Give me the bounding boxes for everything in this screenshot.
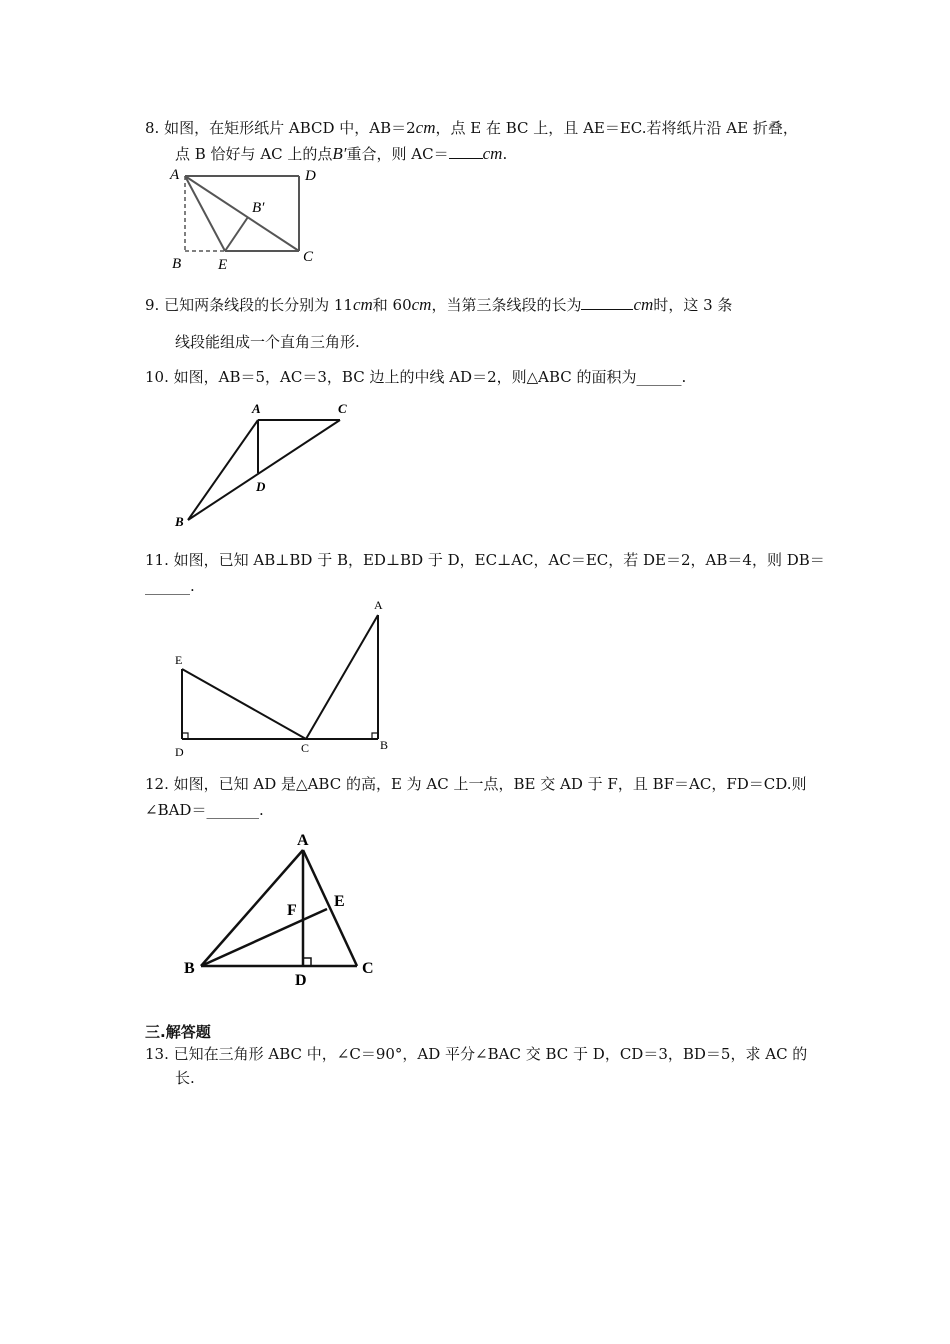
q10-number: 10. (145, 368, 169, 386)
q12-label-b: B (184, 960, 195, 977)
q11-label-e: E (175, 653, 183, 667)
q8-text-b: ，点 E 在 BC 上，且 AE＝EC.若将纸片沿 AE 折叠， (435, 119, 798, 137)
q9-line-1 (145, 294, 732, 315)
q8-label-b: B (172, 256, 182, 272)
q8-fold-ae (185, 176, 225, 251)
q11-text-b: ______. (145, 577, 195, 595)
q9-unit-3: cm (633, 295, 654, 314)
q12-line-2 (145, 800, 264, 820)
q11-label-c: C (301, 741, 310, 755)
q11-side-ec (182, 669, 306, 739)
q12-label-f: F (287, 902, 297, 919)
q8-text-e: . (502, 145, 508, 163)
q8-text-c: 点 B 恰好与 AC 上的点 (175, 145, 333, 163)
q9-text-b: 和 60 (372, 296, 412, 314)
q10-side-ab (188, 420, 258, 520)
q9-answer-blank[interactable] (581, 294, 633, 310)
q10-label-d: D (256, 479, 266, 494)
q8-answer-blank[interactable] (449, 143, 483, 159)
q8-text-a: 如图，在矩形纸片 ABCD 中，AB＝2 (164, 119, 416, 137)
q13-number: 13. (145, 1045, 169, 1063)
q13-line-1 (145, 1044, 807, 1064)
q11-text: 如图，已知 AB⊥BD 于 B，ED⊥BD 于 D，EC⊥AC，AC＝EC，若 DE＝2，AB＝4，则 DB＝ (173, 551, 825, 569)
q10-side-bc (188, 420, 340, 520)
q8-line-1 (145, 118, 798, 138)
q12-label-c: C (362, 960, 374, 977)
q11-line-1 (145, 550, 825, 570)
q11-line-2 (145, 576, 195, 596)
q11-figure (165, 595, 400, 760)
q12-side-ac (303, 850, 357, 966)
section-title: 三.解答题 (145, 1023, 211, 1041)
q13-text: 已知在三角形 ABC 中，∠C＝90°，AD 平分∠BAC 交 BC 于 D，CD＝3，BD＝5，求 AC 的 (173, 1045, 808, 1063)
q8-label-b1: B′ (252, 200, 265, 216)
q9-line-2 (175, 332, 360, 352)
q12-label-e: E (334, 893, 345, 910)
q12-figure (175, 825, 385, 995)
q10-line-1 (145, 367, 686, 387)
q9-text-c: ，当第三条线段的长为 (431, 296, 582, 314)
q8-point: B′ (332, 144, 347, 163)
q8-diagonal-ac (185, 176, 299, 251)
q10-figure (170, 400, 370, 530)
q12-number: 12. (145, 775, 169, 793)
q12-label-d: D (295, 972, 307, 989)
q9-text-e: 线段能组成一个直角三角形. (175, 333, 360, 351)
q8-label-c: C (303, 249, 314, 265)
q11-label-d: D (175, 745, 184, 759)
q12-line-1 (145, 774, 807, 794)
q12-text: 如图，已知 AD 是△ABC 的高，E 为 AC 上一点，BE 交 AD 于 F，且 BF＝AC，FD＝CD.则 (173, 775, 807, 793)
q8-label-e: E (218, 257, 228, 273)
q10-label-c: C (338, 401, 347, 416)
q8-unit-2: cm (482, 144, 503, 163)
q11-label-b: B (380, 738, 389, 752)
q13-line-2 (175, 1068, 195, 1088)
q11-side-ca (306, 615, 378, 739)
q8-text-d: 重合，则 AC＝ (346, 145, 449, 163)
q9-number: 9. (145, 296, 160, 314)
q10-label-a: A (252, 401, 261, 416)
q8-label-a: A (170, 167, 180, 183)
q8-label-d: D (305, 168, 316, 184)
q12-label-a: A (297, 832, 309, 849)
q10-label-b: B (175, 514, 184, 529)
q11-label-a: A (374, 598, 383, 612)
q9-text-d: 时，这 3 条 (653, 296, 733, 314)
q12-text-b: ∠BAD＝_______. (145, 801, 264, 819)
q13-text-b: 长. (175, 1069, 195, 1087)
q8-figure (160, 160, 330, 275)
q8-unit: cm (415, 118, 436, 137)
q9-unit-2: cm (411, 295, 432, 314)
q8-segment-eb1 (225, 217, 248, 251)
q8-number: 8. (145, 119, 160, 137)
q10-text: 如图，AB＝5，AC＝3，BC 边上的中线 AD＝2，则△ABC 的面积为______. (173, 368, 687, 386)
q9-unit-1: cm (352, 295, 373, 314)
q11-number: 11. (145, 551, 169, 569)
q9-text-a: 已知两条线段的长分别为 11 (164, 296, 353, 314)
